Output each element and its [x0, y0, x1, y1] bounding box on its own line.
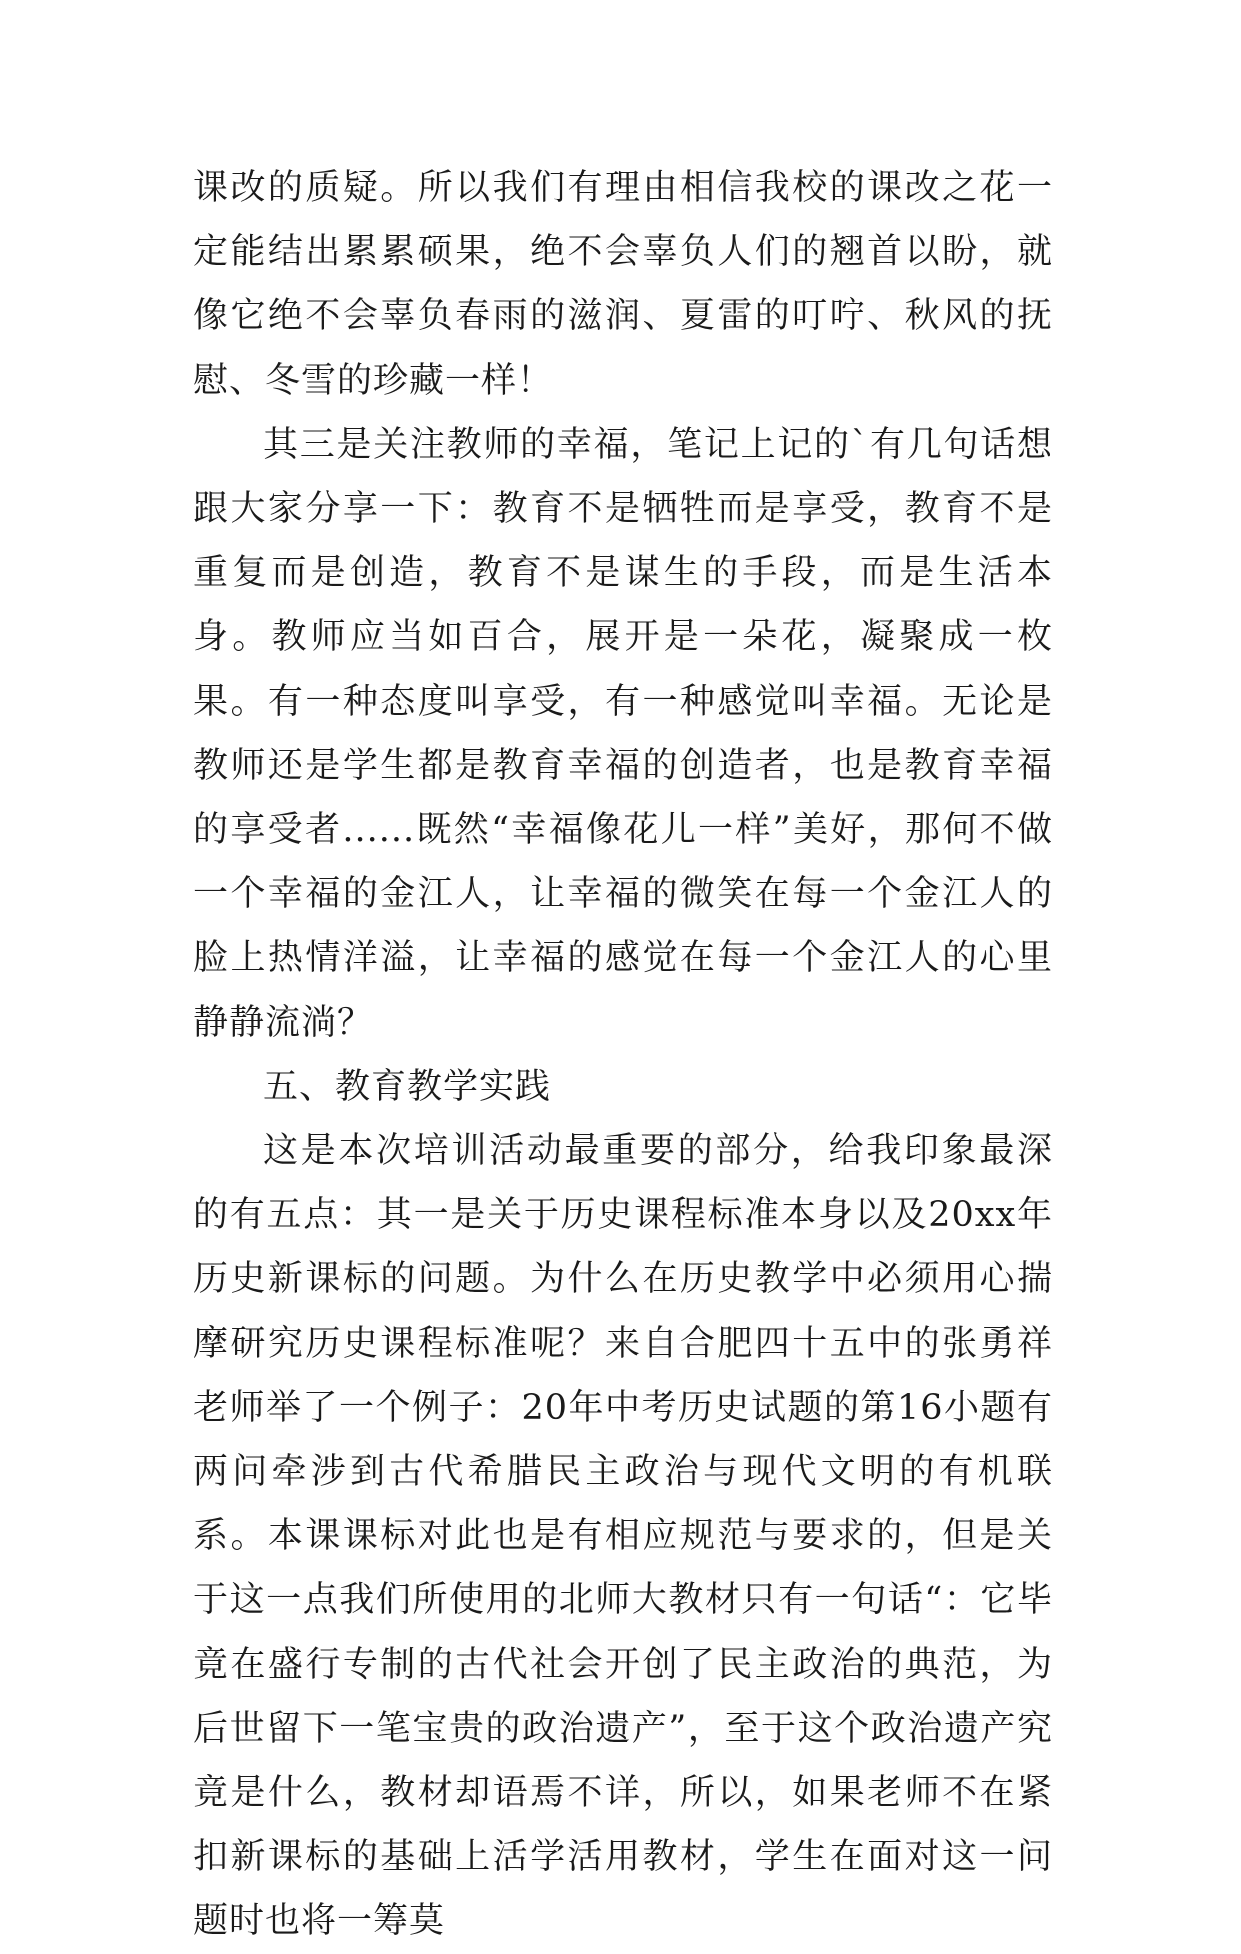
- paragraph-continuation: 课改的质疑。所以我们有理由相信我校的课改之花一定能结出累累硕果，绝不会辜负人们的翘首以盼，就像它绝不会辜负春雨的滋润、夏雷的叮咛、秋风的抚慰、冬雪的珍藏一样！: [193, 168, 1053, 401]
- paragraph-teaching-practice: 这是本次培训活动最重要的部分，给我印象最深的有五点：其一是关于历史课程标准本身以及20xx年历史新课标的问题。为什么在历史教学中必须用心揣摩研究历史课程标准呢？来自合肥四十五中的张勇祥老师举了一个例子：20年中考历史试题的第16小题有两问牵涉到古代希腊民主政治与现代文明的有机联系。本课课标对此也是有相应规范与要求的，但是关于这一点我们所使用的北师大教材只有一句话“：它毕竟在盛行专制的古代社会开创了民主政治的典范，为后世留下一笔宝贵的政治遗产”，至于这个政治遗产究竟是什么，教材却语焉不详，所以，如果老师不在紧扣新课标的基础上活学活用教材，学生在面对这一问题时也将一筹莫: [193, 1131, 1053, 1942]
- document-body: [193, 156, 1053, 1954]
- section-heading: 五、教育教学实践: [263, 1066, 552, 1107]
- paragraph-teacher-happiness: 其三是关注教师的幸福，笔记上记的`有几句话想跟大家分享一下：教育不是牺牲而是享受，教育不是重复而是创造，教育不是谋生的手段，而是生活本身。教师应当如百合，展开是一朵花，凝聚成一枚果。有一种态度叫享受，有一种感觉叫幸福。无论是教师还是学生都是教育幸福的创造者，也是教育幸福的享受者......既然“幸福像花儿一样”美好，那何不做一个幸福的金江人，让幸福的微笑在每一个金江人的脸上热情洋溢，让幸福的感觉在每一个金江人的心里静静流淌？: [193, 424, 1053, 1043]
